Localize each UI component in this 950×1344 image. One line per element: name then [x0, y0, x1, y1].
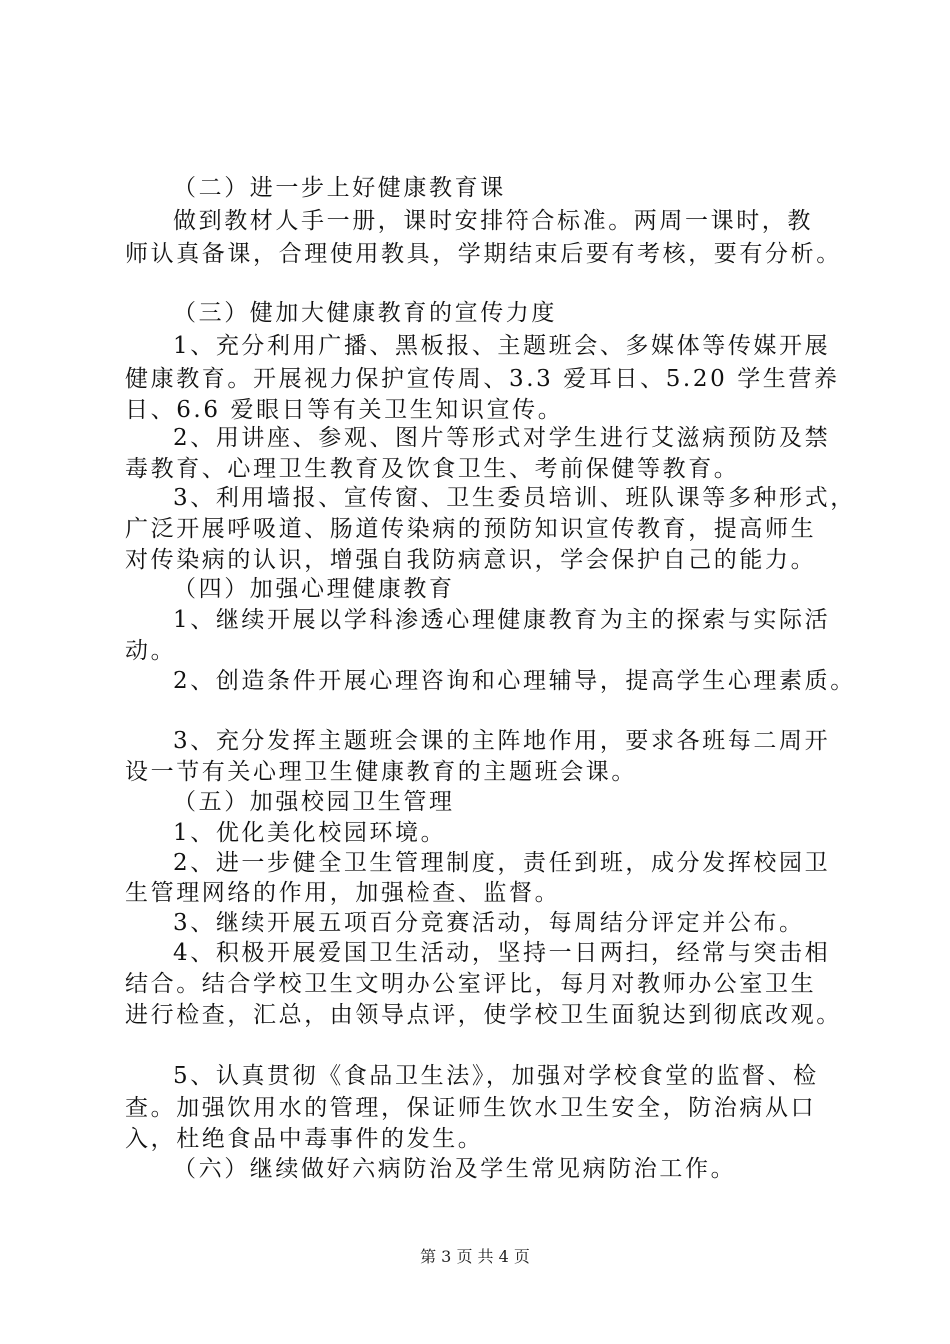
paragraph-line: 广泛开展呼吸道、肠道传染病的预防知识宣传教育，提高师生	[125, 516, 817, 542]
paragraph-line: 3、充分发挥主题班会课的主阵地作用，要求各班每二周开	[173, 728, 831, 754]
paragraph-line: 日、6.6 爱眼日等有关卫生知识宣传。	[125, 397, 564, 423]
paragraph-line: 设一节有关心理卫生健康教育的主题班会课。	[125, 759, 637, 785]
paragraph-line: 3、继续开展五项百分竞赛活动，每周结分评定并公布。	[173, 910, 805, 936]
paragraph-line: 动。	[125, 638, 177, 664]
paragraph-line: 4、积极开展爱国卫生活动，坚持一日两扫，经常与突击相	[173, 940, 831, 966]
paragraph-line: 2、进一步健全卫生管理制度，责任到班，成分发挥校园卫	[173, 850, 831, 876]
paragraph-line: 毒教育、心理卫生教育及饮食卫生、考前保健等教育。	[125, 456, 740, 482]
section-heading: （六）继续做好六病防治及学生常见病防治工作。	[173, 1156, 737, 1182]
paragraph-line: 结合。结合学校卫生文明办公室评比，每月对教师办公室卫生	[125, 971, 817, 997]
paragraph-line: 1、优化美化校园环境。	[173, 820, 447, 846]
section-heading: （五）加强校园卫生管理	[173, 789, 455, 815]
paragraph-line: 查。加强饮用水的管理，保证师生饮水卫生安全，防治病从口	[125, 1095, 817, 1121]
paragraph-line: 2、创造条件开展心理咨询和心理辅导，提高学生心理素质。	[173, 668, 856, 694]
paragraph-line: 1、充分利用广播、黑板报、主题班会、多媒体等传媒开展	[173, 333, 831, 359]
paragraph-line: 1、继续开展以学科渗透心理健康教育为主的探索与实际活	[173, 607, 831, 633]
paragraph-line: 2、用讲座、参观、图片等形式对学生进行艾滋病预防及禁	[173, 425, 831, 451]
paragraph-line: 师认真备课，合理使用教具，学期结束后要有考核，要有分析。	[125, 241, 842, 267]
paragraph-line: 对传染病的认识，增强自我防病意识，学会保护自己的能力。	[125, 547, 817, 573]
page-footer: 第 3 页 共 4 页	[420, 1247, 530, 1266]
paragraph-line: 3、利用墙报、宣传窗、卫生委员培训、班队课等多种形式，	[173, 485, 856, 511]
paragraph-line: 生管理网络的作用，加强检查、监督。	[125, 880, 561, 906]
section-heading: （四）加强心理健康教育	[173, 576, 455, 602]
section-heading: （二）进一步上好健康教育课	[173, 175, 506, 201]
paragraph-line: 健康教育。开展视力保护宣传周、3.3 爱耳日、5.20 学生营养	[125, 366, 840, 392]
paragraph-line: 5、认真贯彻《食品卫生法》，加强对学校食堂的监督、检	[173, 1063, 819, 1089]
paragraph-line: 入，杜绝食品中毒事件的发生。	[125, 1126, 484, 1152]
paragraph-line: 进行检查，汇总，由领导点评，使学校卫生面貌达到彻底改观。	[125, 1002, 842, 1028]
section-heading: （三）健加大健康教育的宣传力度	[173, 300, 557, 326]
paragraph-line: 做到教材人手一册，课时安排符合标准。两周一课时，教	[173, 208, 813, 234]
